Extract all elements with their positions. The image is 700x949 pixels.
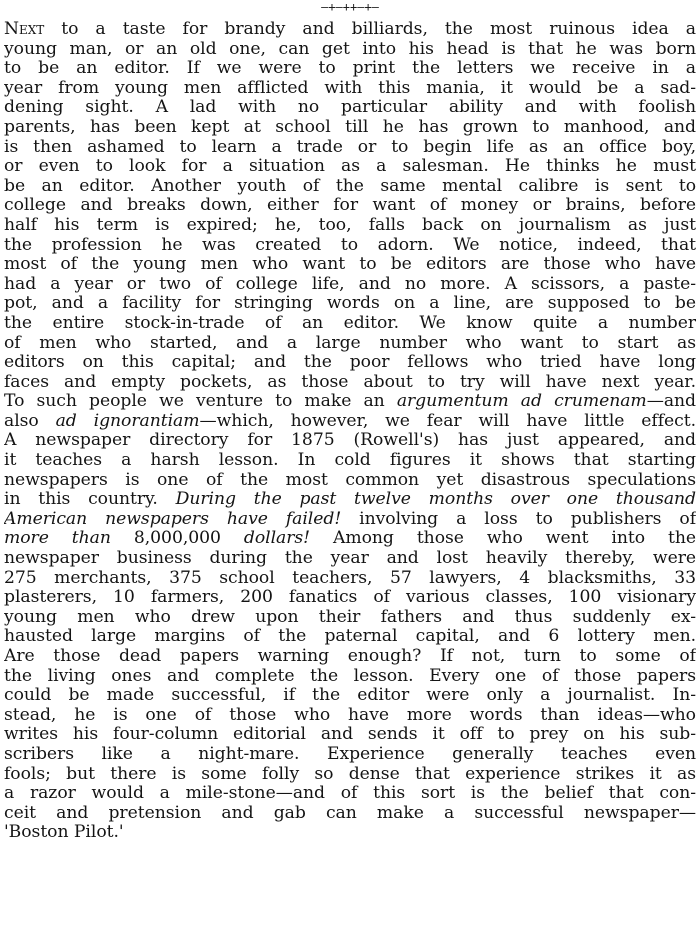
text-run: To such people we venture to make an: [4, 392, 397, 412]
text-line: [4, 157, 696, 177]
text-run: dening sight. A lad with no particular ability and with foolish: [4, 98, 696, 118]
italic-phrase: ad ignorantiam: [55, 411, 200, 431]
text-run: Are those dead papers warning enough? If not, turn to some of: [4, 647, 696, 666]
text-run: Among those who went into the: [310, 529, 696, 549]
text-run: 275 merchants, 375 school teachers, 57 lawyers, 4 blacksmiths, 33: [4, 568, 696, 588]
text-line: [4, 118, 696, 138]
text-line: [4, 549, 696, 569]
text-run: it teaches a harsh lesson. In cold figures it shows that starting: [4, 451, 696, 471]
text-line: [4, 431, 696, 451]
text-line: [4, 236, 696, 256]
text-run: the entire stock-in-trade of an editor. We know quite a number: [4, 313, 696, 333]
text-run: A newspaper directory for 1875 (Rowell's) has just appeared, and: [4, 431, 696, 451]
text-run: writes his four-column editorial and sends it off to prey on his sub-: [4, 725, 696, 745]
text-line: [4, 196, 696, 216]
italic-phrase: dollars!: [243, 529, 311, 549]
text-line: [4, 412, 696, 432]
text-run: involving a loss to publishers of: [341, 509, 696, 529]
text-run: the profession he was created to adorn. We notice, indeed, that: [4, 235, 696, 255]
text-line: [4, 471, 696, 491]
italic-phrase: more than: [4, 529, 111, 549]
text-line: [4, 59, 696, 79]
text-line: [4, 275, 696, 295]
text-run: —and: [646, 392, 696, 412]
text-run: be an editor. Another youth of the same mental calibre is sent to: [4, 176, 696, 196]
text-run: scribers like a night-mare. Experience generally teaches even: [4, 744, 696, 764]
text-line: [4, 588, 696, 608]
text-run: half his term is expired; he, too, falls back on journalism as just: [4, 215, 696, 235]
text-line: [4, 804, 696, 824]
text-line: [4, 451, 696, 471]
text-line: [4, 510, 696, 530]
text-run: young men who drew upon their fathers and thus suddenly ex-: [4, 607, 696, 627]
text-line: [4, 608, 696, 628]
text-run: editors on this capital; and the poor fellows who tried have long: [4, 353, 696, 373]
text-line: [4, 667, 696, 687]
italic-phrase: American newspapers have failed!: [4, 509, 342, 529]
text-run: parents, has been kept at school till he has grown to manhood, and: [4, 117, 696, 137]
text-line: [4, 216, 696, 236]
text-run: also: [4, 411, 56, 431]
text-line: [4, 569, 696, 589]
text-line: [4, 334, 696, 354]
text-line: [4, 353, 696, 373]
text-run: is then ashamed to learn a trade or to begin life as an office boy,: [4, 137, 696, 157]
text-line: [4, 647, 696, 667]
text-line: [4, 79, 696, 99]
text-run: or even to look for a situation as a salesman. He thinks he must: [4, 157, 696, 177]
text-run: newspaper business during the year and lost heavily thereby, were: [4, 549, 696, 569]
article-text: [4, 20, 696, 843]
text-run: the living ones and complete the lesson. Every one of those papers: [4, 666, 696, 686]
text-run: of men who started, and a large number who want to start as: [4, 333, 696, 353]
text-line: [4, 765, 696, 785]
text-line: [4, 373, 696, 393]
text-run: had a year or two of college life, and no more. A scissors, a paste-: [4, 274, 696, 294]
text-line: [4, 686, 696, 706]
italic-phrase: argumentum ad crumenam: [396, 392, 647, 412]
text-line: [4, 745, 696, 765]
text-line: [4, 98, 696, 118]
text-run: newspapers is one of the most common yet disastrous speculations: [4, 470, 696, 490]
text-line: [4, 20, 696, 40]
text-run: young man, or an old one, can get into his head is that he was born: [4, 39, 696, 59]
ornament-rule: —+—++—+—: [321, 0, 379, 14]
text-run: year from young men afflicted with this mania, it would be a sad-: [4, 78, 696, 98]
text-run: 8,000,000: [110, 529, 244, 549]
text-line: [4, 294, 696, 314]
text-run: to a taste for brandy and billiards, the most ruinous idea a: [44, 20, 696, 39]
source-attribution: 'Boston Pilot.': [4, 823, 124, 843]
text-run: ceit and pretension and gab can make a successful newspaper—: [4, 803, 696, 823]
text-run: pot, and a facility for stringing words on a line, are supposed to be: [4, 294, 696, 314]
text-run: plasterers, 10 farmers, 200 fanatics of various classes, 100 visionary: [4, 588, 696, 608]
text-run: a razor would a mile-stone—and of this sort is the belief that con-: [4, 784, 696, 804]
text-line: [4, 255, 696, 275]
text-run: could be made successful, if the editor were only a journalist. In-: [4, 686, 696, 706]
text-line: [4, 627, 696, 647]
text-line: [4, 725, 696, 745]
text-line: [4, 138, 696, 158]
text-line: [4, 706, 696, 726]
text-run: to be an editor. If we were to print the letters we receive in a: [4, 59, 696, 79]
text-line: [4, 314, 696, 334]
text-run: —which, however, we fear will have little effect.: [199, 411, 696, 431]
text-line: [4, 490, 696, 510]
text-run: college and breaks down, either for want of money or brains, before: [4, 196, 696, 216]
text-line: [4, 177, 696, 197]
text-run: faces and empty pockets, as those about to try will have next year.: [4, 372, 696, 392]
text-line: [4, 784, 696, 804]
text-run: stead, he is one of those who have more words than ideas—who: [4, 705, 696, 725]
text-line: [4, 40, 696, 60]
italic-phrase: During the past twelve months over one thousand: [175, 490, 696, 510]
text-line: [4, 392, 696, 412]
text-run: in this country.: [4, 490, 176, 510]
text-run: hausted large margins of the paternal capital, and 6 lottery men.: [4, 627, 696, 647]
opening-word: Next: [4, 20, 45, 39]
text-run: most of the young men who want to be editors are those who have: [4, 255, 696, 275]
text-run: fools; but there is some folly so dense that experience strikes it as: [4, 764, 696, 784]
text-line: [4, 529, 696, 549]
